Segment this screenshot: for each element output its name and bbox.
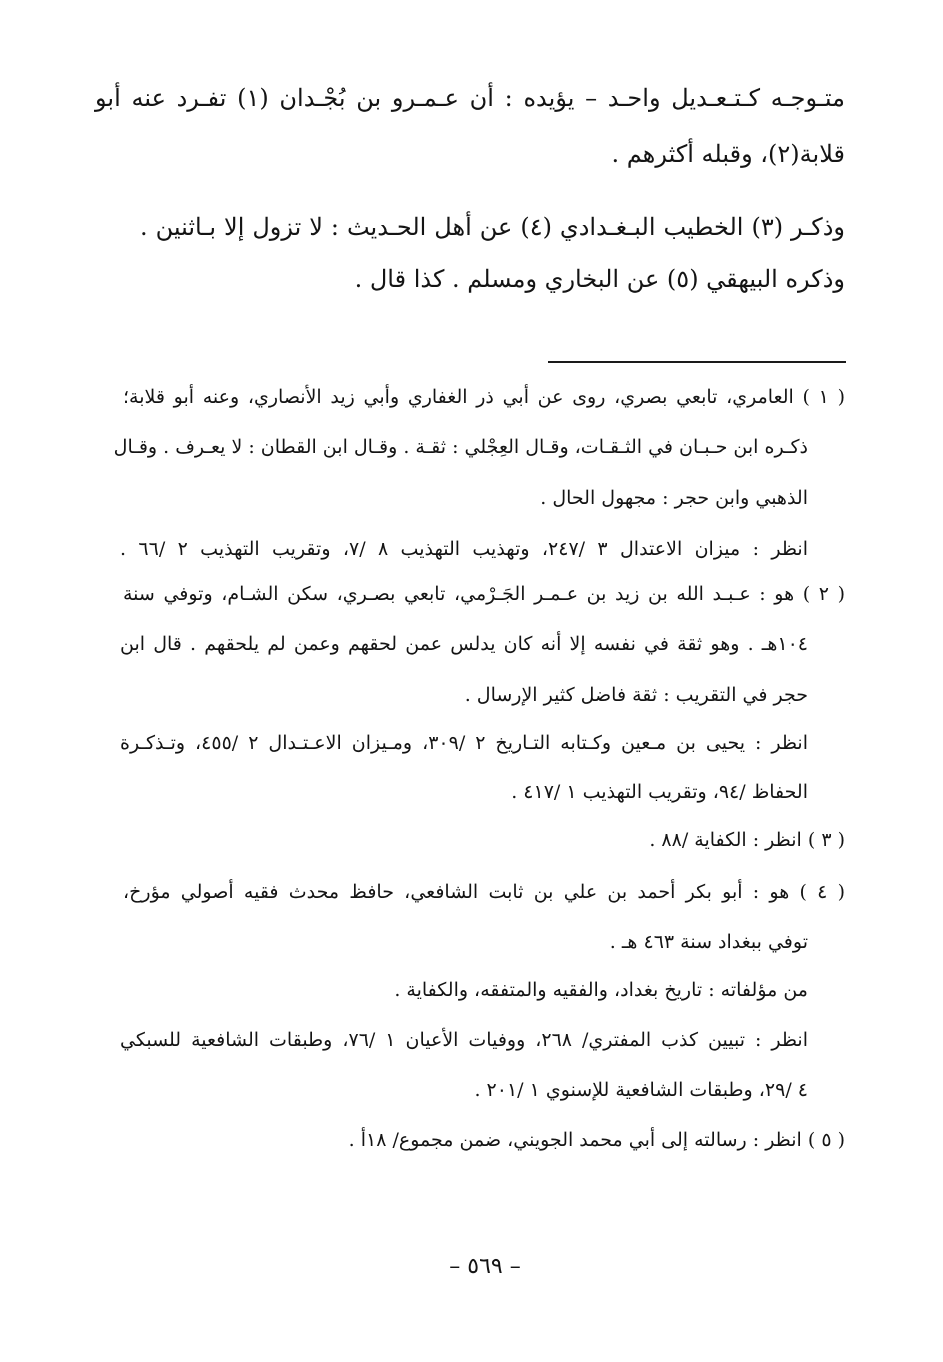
- footnote-line: توفي ببغداد سنة ٤٦٣ هـ .: [609, 931, 808, 953]
- footnote-line: انظر : يحيى بن مـعين وكـتابه التـاريخ ٢ /٣٠٩، ومـيزان الاعـتـدال ٢ /٤٥٥، وتـذكـرة: [120, 732, 808, 754]
- page-number: – ٥٦٩ –: [449, 1254, 521, 1279]
- main-text-line: متـوجـه كـتـعـديل واحـد – يؤيده : أن عـمـرو بن بُجْـدان (١) تفـرد عنه أبو: [95, 84, 845, 112]
- footnote-line: الذهبي وابن حجر : مجهول الحال .: [540, 487, 808, 509]
- footnote-line: الحفاظ /٩٤، وتقريب التهذيب ١ /٤١٧ .: [511, 781, 808, 803]
- footnote-line: ( ٥ ) انظر : رسالته إلى أبي محمد الجويني، ضمن مجموع/ ١٨أ .: [348, 1129, 845, 1151]
- footnote-line: ( ٣ ) انظر : الكفاية /٨٨ .: [649, 829, 845, 851]
- footnote-line: ( ١ ) العامري، تابعي بصري، روى عن أبي ذر الغفاري وأبي زيد الأنصاري، وعنه أبو قلابة؛: [123, 386, 846, 408]
- footnote-line: حجر في التقريب : ثقة فاضل كثير الإرسال .: [464, 684, 808, 706]
- footnote-line: ٤ /٢٩، وطبقات الشافعية للإسنوي ١ /٢٠١ .: [474, 1079, 808, 1101]
- footnote-line: انظر : تبيين كذب المفتري/ ٢٦٨، ووفيات الأعيان ١ /٧٦، وطبقات الشافعية للسبكي: [120, 1029, 808, 1051]
- footnote-divider: [548, 361, 846, 363]
- footnote-line: ( ٤ ) هو : أبو بكر أحمد بن علي بن ثابت الشافعي، حافظ محدث فقيه أصولي مؤرخ،: [123, 881, 845, 903]
- footnote-line: ١٠٤هـ . وهو ثقة في نفسه إلا أنه كان يدلس عمن لحقهم وعمن لم يلحقهم . قال ابن: [120, 633, 808, 655]
- main-text-line: وذكـر (٣) الخطيب البـغـدادي (٤) عن أهل الحـديث : لا تزول إلا بـاثنين .: [140, 213, 846, 241]
- main-text-line: وذكره البيهقي (٥) عن البخاري ومسلم . كذا قال .: [354, 265, 845, 293]
- footnote-line: ذكـره ابن حـبـان في الثـقـات، وقـال العِجْلي : ثقـة . وقـال ابن القطان : لا يعـرف . وقـال: [113, 436, 808, 458]
- footnote-line: ( ٢ ) هو : عـبـد الله بن زيد بن عـمـر الجَـرْمي، تابعي بصـري، سكن الشـام، وتوفي سنة: [123, 583, 845, 605]
- main-text-line: قلابة(٢)، وقبله أكثرهم .: [611, 140, 845, 168]
- footnote-line: من مؤلفاته : تاريخ بغداد، والفقيه والمتفقه، والكفاية .: [394, 979, 808, 1001]
- footnote-line: انظر : ميزان الاعتدال ٣ /٢٤٧، وتهذيب التهذيب ٨ /٧، وتقريب التهذيب ٢ /٦٦ .: [120, 538, 808, 560]
